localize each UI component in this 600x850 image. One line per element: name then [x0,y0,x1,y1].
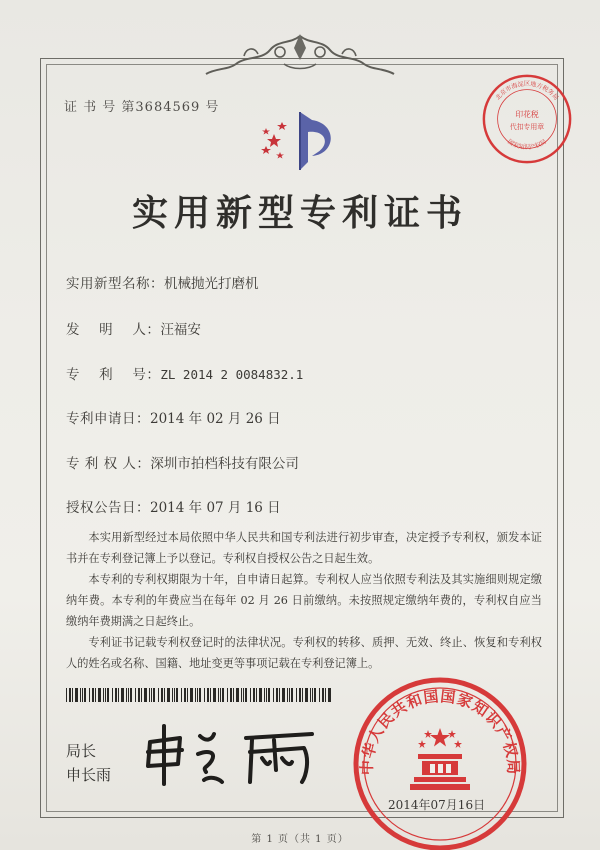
barcode-bar [325,688,326,702]
stamp-middle2-text: 代扣专用章 [509,122,545,131]
stamp-middle-text: 印花税 [515,110,539,120]
barcode-bar [207,688,209,702]
utility-model-name-value: 机械抛光打磨机 [164,276,259,292]
barcode-bar [291,688,293,702]
field-application-date [66,407,281,427]
barcode-bar [118,688,119,702]
barcode-bar [112,688,113,702]
barcode-bar [144,688,147,702]
barcode-bar [287,688,288,702]
grant-date-value: 2014 年 07 月 16 日 [150,500,281,516]
page-number: 第 1 页（共 1 页） [251,834,349,845]
barcode-bar [103,688,104,702]
barcode-bar [227,688,228,702]
barcode-bar [259,688,262,702]
field-grant-date [66,496,281,516]
barcode-bar [197,688,198,702]
field-patentee [66,452,299,472]
director-title: 局长 [66,742,97,760]
barcode-bar [176,688,178,702]
barcode-bar [245,688,247,702]
barcode-bar [218,688,219,702]
barcode-bar [141,688,142,702]
barcode-bar [92,688,94,702]
barcode-bar [279,688,280,702]
barcode-bar [151,688,152,702]
barcode-bar [115,688,117,702]
barcode-bar [264,688,265,702]
barcode-bar [107,688,109,702]
barcode-bar [105,688,106,702]
barcode-bar [82,688,83,702]
barcode-bar [89,688,90,702]
barcode-bar [256,688,257,702]
patentee-label: 专 利 权 人： [66,456,151,472]
barcode-bar [172,688,173,702]
barcode-bar [319,688,320,702]
barcode-bar [153,688,155,702]
barcode-bar [236,688,239,702]
barcode-bar [138,688,140,702]
barcode-bar [213,688,216,702]
barcode-bar [230,688,232,702]
barcode-bar [130,688,132,702]
body-paragraph: 专利证书记载专利权登记时的法律状况。专利权的转移、质押、无效、终止、恢复和专利权人的姓名或名称、国籍、地址变更等事项记载在专利登记簿上。 [66,636,542,670]
tax-stamp [478,70,576,168]
inventor-value: 汪福安 [160,322,201,338]
barcode-bar [66,688,67,702]
barcode-bar [282,688,285,702]
certificate-body [66,527,542,674]
barcode-bar [128,688,129,702]
barcode-bar [184,688,186,702]
barcode-bar [167,688,170,702]
barcode-bar [121,688,124,702]
barcode-bar [302,688,303,702]
barcode-bar [310,688,311,702]
barcode-bar [135,688,136,702]
barcode-bar [299,688,301,702]
director-signature [142,720,322,790]
official-seal [352,676,528,850]
barcode-bar [195,688,196,702]
barcode-bar [161,688,163,702]
barcode-bar [253,688,255,702]
barcode-bar [126,688,127,702]
ornament-decoration [200,30,400,78]
body-paragraph: 本专利的专利权期限为十年，自申请日起算。专利权人应当依照专利法及其实施细则规定缴纳年费。本专利的年费应当在每年 02 月 26 日前缴纳。未按照规定缴纳年费的，专利权自应当缴纳年费期满之日起终止。 [66,573,542,628]
barcode-bar [158,688,159,702]
barcode-bar [276,688,278,702]
stamp-top-text: 北京市海淀区地方税务局 [494,80,560,102]
barcode-bar [266,688,267,702]
barcode-bar [149,688,150,702]
barcode-bar [75,688,78,702]
barcode-bar [296,688,297,702]
barcode-bar [181,688,182,702]
barcode-bar [220,688,221,702]
field-patent-number [66,363,303,383]
barcode-bar [273,688,274,702]
barcode-bar [210,688,211,702]
svg-text:国家知识产权局 [506,137,548,151]
field-utility-model-name [66,272,259,292]
barcode-bar [95,688,96,702]
patent-number-label: 专 利 号： [66,367,161,383]
barcode-bar [233,688,234,702]
barcode [66,688,332,702]
barcode-bar [69,688,71,702]
director-name: 申长雨 [66,766,112,784]
stamp-bottom-text: 国家知识产权局 [506,138,548,152]
patent-office-logo [252,104,352,174]
barcode-bar [174,688,175,702]
application-date-label: 专利申请日： [66,411,150,427]
barcode-bar [199,688,201,702]
body-paragraph: 本实用新型经过本局依照中华人民共和国专利法进行初步审查，决定授予专利权，颁发本证书并在专利登记簿上予以登记。专利权自授权公告之日起生效。 [66,531,542,565]
barcode-bar [204,688,205,702]
barcode-bar [305,688,308,702]
seal-date: 2014年07月16日 [388,798,486,812]
certificate-number: 证 书 号 第3684569 号 [64,100,220,115]
inventor-label: 发 明 人： [66,322,161,338]
patent-number-value: ZL 2014 2 0084832.1 [160,367,304,382]
utility-model-name-label: 实用新型名称： [66,276,164,292]
grant-date-label: 授权公告日： [66,500,150,516]
barcode-bar [98,688,101,702]
patentee-value: 深圳市拍档科技有限公司 [150,456,299,472]
barcode-bar [72,688,73,702]
application-date-value: 2014 年 02 月 26 日 [150,411,281,427]
barcode-bar [314,688,316,702]
barcode-bar [84,688,86,702]
certificate-title: 实用新型专利证书 [131,192,468,234]
seal-text: 中华人民共和国国家知识产权局 [357,687,523,776]
barcode-bar [250,688,251,702]
barcode-bar [241,688,242,702]
barcode-bar [164,688,165,702]
field-inventor [66,318,201,338]
barcode-bar [243,688,244,702]
barcode-bar [222,688,224,702]
barcode-bar [80,688,81,702]
barcode-bar [289,688,290,702]
barcode-bar [268,688,270,702]
barcode-bar [322,688,324,702]
barcode-bar [312,688,313,702]
barcode-bar [190,688,193,702]
barcode-bar [328,688,331,702]
barcode-bar [187,688,188,702]
